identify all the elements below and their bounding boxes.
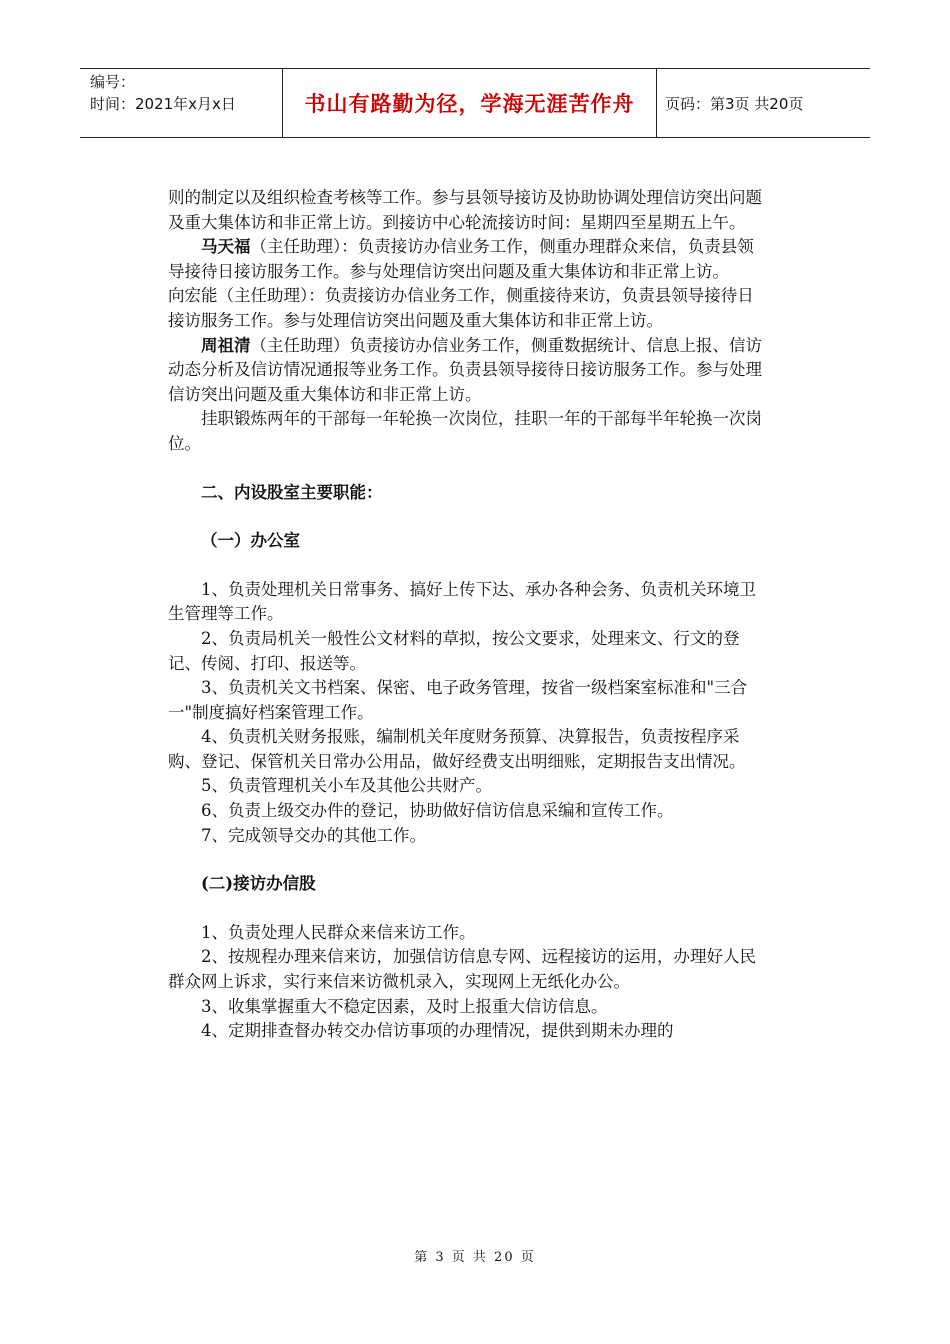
list-item: 5、负责管理机关小车及其他公共财产。 [201, 776, 492, 796]
list-item: 2、负责局机关一般性公文材料的草拟，按公文要求，处理来文、行文的登记、传阅、打印、报送等。 [168, 628, 740, 673]
header-page-info: 页码：第3页 共20页 [665, 94, 804, 113]
header-meta [80, 69, 283, 137]
list-item: 2、按规程办理来信来访，加强信访信息专网、远程接访的运用，办理好人民群众网上诉求，实行来信来访微机录入，实现网上无纸化办公。 [168, 947, 756, 992]
list-item: 1、负责处理人民群众来信来访工作。 [201, 922, 476, 942]
list-item: 4、定期排查督办转交办信访事项的办理情况，提供到期未办理的 [201, 1021, 674, 1041]
list-item: 3、负责机关文书档案、保密、电子政务管理，按省一级档案室标准和"三合一"制度搞好档案管理工作。 [168, 678, 748, 722]
page-footer: 第 3 页 共 20 页 [414, 1250, 536, 1265]
paragraph: 马天福（主任助理）：负责接访办信业务工作，侧重办理群众来信，负责县领导接待日接访服务工作。参与处理信访突出问题及重大集体访和非正常上访。 [168, 237, 754, 281]
list-item: 7、完成领导交办的其他工作。 [201, 825, 426, 845]
number-label: 编号： [90, 73, 136, 91]
list-item: 3、收集掌握重大不稳定因素，及时上报重大信访信息。 [201, 996, 608, 1016]
paragraph: 向宏能（主任助理）：负责接访办信业务工作，侧重接待来访，负责县领导接待日接访服务工作。参与处理信访突出问题及重大集体访和非正常上访。 [168, 286, 754, 330]
subsection-heading: (二)接访办信股 [201, 874, 316, 894]
list-item: 4、负责机关财务报账，编制机关年度财务预算、决算报告，负责按程序采购、登记、保管机关日常办公用品，做好经费支出明细账，定期报告支出情况。 [168, 727, 746, 771]
date-label: 时间：2021年x月x日 [90, 95, 236, 113]
document-body [168, 186, 768, 1044]
person-name: 周祖清 [201, 335, 251, 355]
paragraph: 挂职锻炼两年的干部每一年轮换一次岗位，挂职一年的干部每半年轮换一次岗位。 [168, 409, 762, 453]
paragraph: 周祖清（主任助理）负责接访办信业务工作，侧重数据统计、信息上报、信访动态分析及信访情况通报等业务工作。负责县领导接待日接访服务工作。参与处理信访突出问题及重大集体访和非正常上访。 [168, 335, 762, 404]
section-heading: 二、内设股室主要职能： [201, 482, 383, 502]
paragraph: 则的制定以及组织检查考核等工作。参与县领导接访及协助协调处理信访突出问题及重大集体访和非正常上访。到接访中心轮流接访时间：星期四至星期五上午。 [168, 188, 762, 232]
page-header [80, 68, 870, 138]
subsection-heading: （一）办公室 [201, 531, 300, 551]
header-motto: 书山有路勤为径，学海无涯苦作舟 [283, 69, 657, 137]
list-item: 1、负责处理机关日常事务、搞好上传下达、承办各种会务、负责机关环境卫生管理等工作。 [168, 579, 756, 624]
person-name: 马天福 [201, 237, 251, 257]
list-item: 6、负责上级交办件的登记，协助做好信访信息采编和宣传工作。 [201, 801, 674, 821]
